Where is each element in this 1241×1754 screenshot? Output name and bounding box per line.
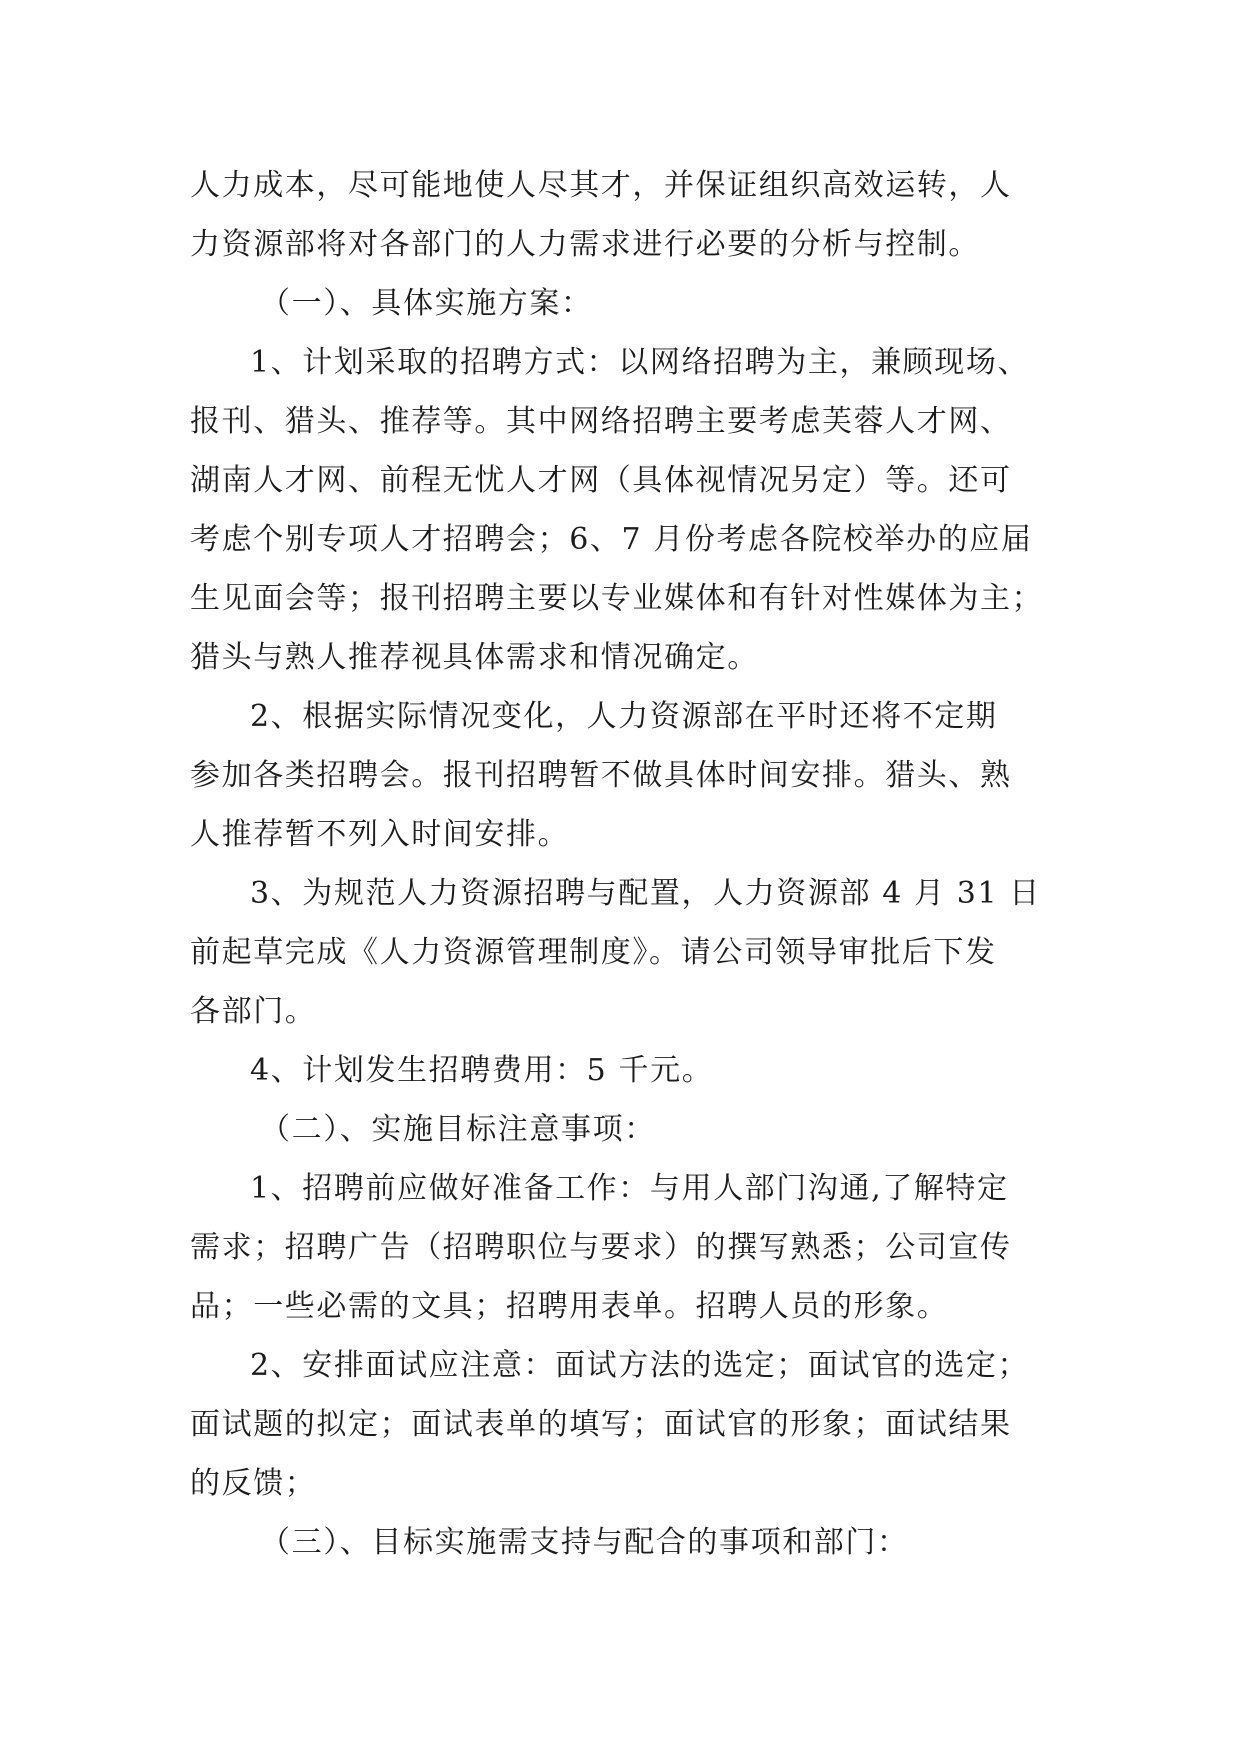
text-line: 3、为规范人力资源招聘与配置，人力资源部 4 月 31 日 bbox=[250, 876, 1041, 911]
text-line: 猎头与熟人推荐视具体需求和情况确定。 bbox=[190, 640, 759, 675]
text-line: 人力成本，尽可能地使人尽其才，并保证组织高效运转，人 bbox=[190, 168, 1012, 203]
text-line: 4、计划发生招聘费用：5 千元。 bbox=[250, 1053, 714, 1088]
text-line: 需求；招聘广告（招聘职位与要求）的撰写熟悉；公司宣传 bbox=[190, 1230, 1012, 1265]
paragraph-item-1-1 bbox=[190, 333, 1065, 687]
heading-line: （三）、目标实施需支持与配合的事项和部门： bbox=[260, 1525, 909, 1560]
heading-line: （一）、具体实施方案： bbox=[260, 286, 593, 321]
text-line: 的反馈； bbox=[190, 1466, 317, 1501]
text-line: 品；一些必需的文具；招聘用表单。招聘人员的形象。 bbox=[190, 1289, 949, 1324]
paragraph-item-1-2 bbox=[190, 687, 1065, 864]
paragraph-item-2-1 bbox=[190, 1159, 1065, 1336]
paragraph-item-1-4 bbox=[190, 1041, 1065, 1100]
text-line: 面试题的拟定；面试表单的填写；面试官的形象；面试结果 bbox=[190, 1407, 1012, 1442]
paragraph-item-1-3 bbox=[190, 864, 1065, 1041]
text-line: 1、招聘前应做好准备工作：与用人部门沟通,了解特定 bbox=[250, 1171, 1009, 1206]
text-line: 各部门。 bbox=[190, 994, 317, 1029]
text-line: 报刊、猎头、推荐等。其中网络招聘主要考虑芙蓉人才网、 bbox=[190, 404, 1012, 439]
section-heading-1 bbox=[190, 274, 1065, 333]
text-line: 人推荐暂不列入时间安排。 bbox=[190, 817, 570, 852]
text-line: 1、计划采取的招聘方式：以网络招聘为主，兼顾现场、 bbox=[250, 345, 1030, 380]
text-line: 力资源部将对各部门的人力需求进行必要的分析与控制。 bbox=[190, 227, 980, 262]
paragraph-item-2-2 bbox=[190, 1336, 1065, 1513]
text-line: 生见面会等；报刊招聘主要以专业媒体和有针对性媒体为主； bbox=[190, 581, 1044, 616]
text-line: 前起草完成《人力资源管理制度》。请公司领导审批后下发 bbox=[190, 935, 997, 970]
section-heading-2 bbox=[190, 1100, 1065, 1159]
text-line: 湖南人才网、前程无忧人才网（具体视情况另定）等。还可 bbox=[190, 463, 1012, 498]
text-line: 参加各类招聘会。报刊招聘暂不做具体时间安排。猎头、熟 bbox=[190, 758, 1012, 793]
text-line: 考虑个别专项人才招聘会；6、7 月份考虑各院校举办的应届 bbox=[190, 522, 1033, 557]
heading-line: （二）、实施目标注意事项： bbox=[260, 1112, 656, 1147]
text-line: 2、安排面试应注意：面试方法的选定；面试官的选定； bbox=[250, 1348, 1030, 1383]
section-heading-3 bbox=[190, 1513, 1065, 1572]
text-line: 2、根据实际情况变化，人力资源部在平时还将不定期 bbox=[250, 699, 998, 734]
paragraph-intro bbox=[190, 156, 1065, 274]
document-body bbox=[190, 156, 1065, 1572]
